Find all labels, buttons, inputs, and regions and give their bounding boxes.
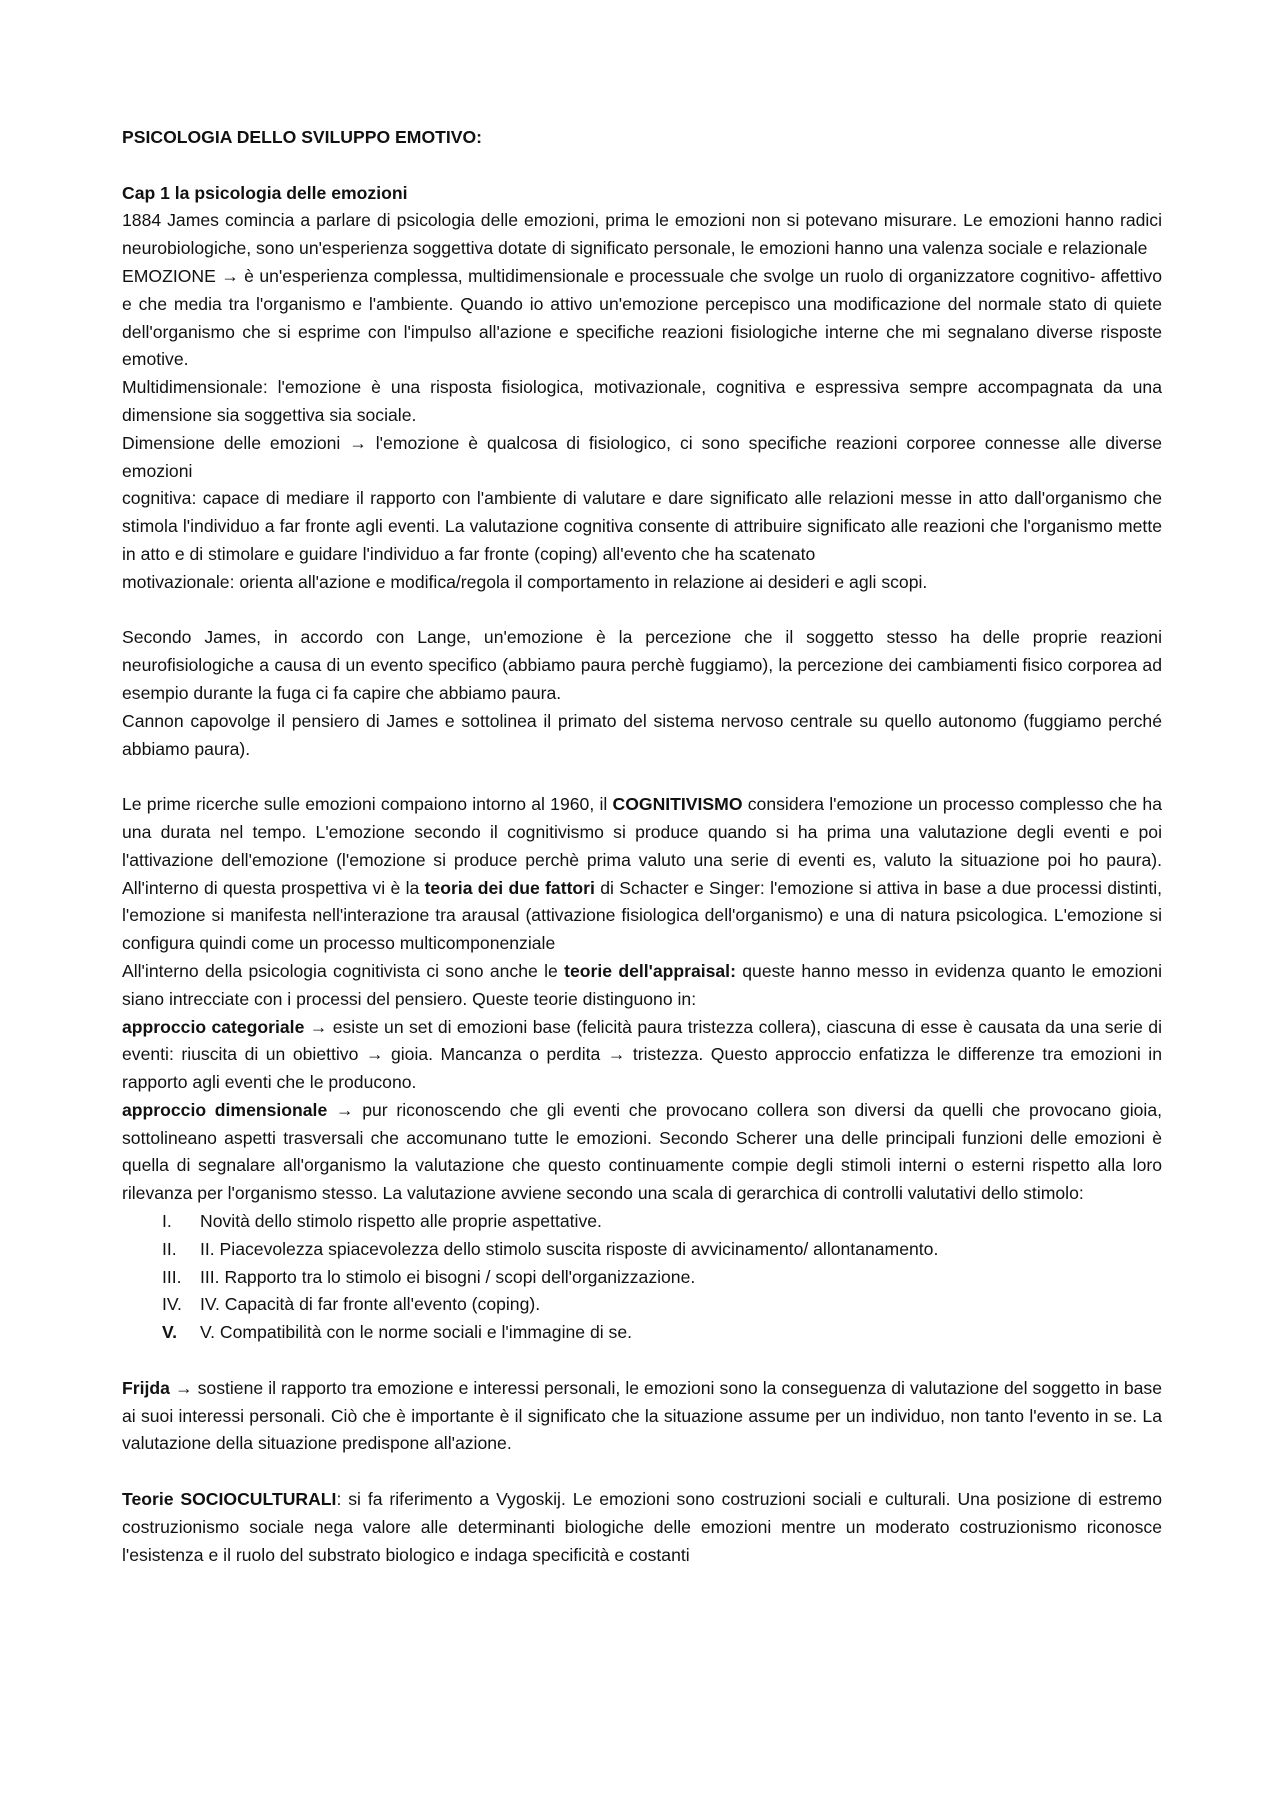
paragraph-emozione-definition: EMOZIONE → è un'esperienza complessa, multidimensionale e processuale che svolge un ruolo di organizzatore cognitivo- affettivo e che media tra l'organismo e l'ambiente. Quando io attivo un'emozione percepisco una modificazione del normale stato di quiete dell'organismo che si esprime con l'impulso all'azione e specifiche reazioni fisiologiche interne che mi segnalano diverse risposte emotive. [122, 265, 1162, 370]
paragraph-approccio-dimensionale [122, 1097, 1162, 1208]
bold-term-frijda: Frijda [122, 1377, 170, 1398]
list-number: II. [162, 1238, 177, 1259]
paragraph-cognitivismo [122, 791, 1162, 958]
list-text: Novità dello stimolo rispetto alle proprie aspettative. [200, 1211, 602, 1232]
text-span: : si fa riferimento a Vygoskij. Le emozioni sono costruzioni sociali e culturali. Una posizione di estremo costruzionismo sociale nega valore alle determinanti biologiche delle emozioni mentre un moderato costruzionismo riconosce l'esistenza e il ruolo del substrato biologico e indaga specificità e costanti [122, 1489, 1162, 1565]
text-span: considera l'emozione un processo complesso che ha una durata nel tempo. L'emozione secondo il cognitivismo si produce quando si ha prima una valutazione degli eventi e poi l'attivazione dell'emozione (l'emozione si produce perchè prima valuto una serie di eventi es, valuto la situazione poi ho paura). All'interno di questa prospettiva vi è la [122, 794, 1162, 898]
list-item [122, 1319, 1162, 1347]
bold-term-dimensionale: approccio dimensionale → [122, 1099, 354, 1120]
paragraph-cognitiva: cognitiva: capace di mediare il rapporto con l'ambiente di valutare e dare significato alle relazioni messe in atto dall'organismo che stimola l'individuo a far fronte agli eventi. La valutazione cognitiva consente di attribuire significato alle reazioni che l'organismo mette in atto e di stimolare e guidare l'individuo a far fronte (coping) all'evento che ha scatenato [122, 488, 1162, 564]
list-item [122, 1208, 1162, 1236]
spacer [122, 597, 1162, 625]
text-span: queste hanno messo in evidenza quanto le emozioni siano intrecciate con i processi del pensiero. Queste teorie distinguono in: [122, 960, 1162, 1009]
list-number: V. [162, 1322, 178, 1343]
spacer [122, 763, 1162, 791]
list-number: I. [162, 1211, 172, 1232]
bold-term-appraisal: teorie dell'appraisal: [564, 960, 736, 981]
document-page [122, 124, 1162, 1569]
bold-term-cognitivismo: COGNITIVISMO [612, 794, 743, 815]
chapter-heading: Cap 1 la psicologia delle emozioni [122, 182, 408, 203]
spacer [122, 1458, 1162, 1486]
list-text: IV. Capacità di far fronte all'evento (coping). [200, 1294, 541, 1315]
text-span: All'interno della psicologia cognitivista ci sono anche le [122, 960, 565, 981]
bold-term-socioculturali: Teorie SOCIOCULTURALI [122, 1489, 337, 1510]
text-span: → sostiene il rapporto tra emozione e interessi personali, le emozioni sono la conseguenza di valutazione del soggetto in base ai suoi interessi personali. Ciò che è importante è il significato che la situazione assume per un individuo, non tanto l'evento in se. La valutazione della situazione predispone all'azione. [122, 1377, 1162, 1454]
paragraph-james-intro: 1884 James comincia a parlare di psicologia delle emozioni, prima le emozioni non si potevano misurare. Le emozioni hanno radici neurobiologiche, sono un'esperienza soggettiva dotate di significato personale, le emozioni hanno una valenza sociale e relazionale [122, 210, 1162, 259]
text-span: pur riconoscendo che gli eventi che provocano collera son diversi da quelli che provocano gioia, sottolineano aspetti trasversali che accomunano tutte le emozioni. Secondo Scherer una delle principali funzioni delle emozioni è quella di segnalare all'organismo la valutazione che questo continuamente compie degli stimoli interni o esterni rispetto alla loro rilevanza per l'organismo stesso. La valutazione avviene secondo una scala di gerarchica di controlli valutativi dello stimolo: [122, 1099, 1162, 1204]
list-text: II. Piacevolezza spiacevolezza dello stimolo suscita risposte di avvicinamento/ allontanamento. [200, 1238, 939, 1259]
paragraph-dimensione: Dimensione delle emozioni → l'emozione è qualcosa di fisiologico, ci sono specifiche reazioni corporee connesse alle diverse emozioni [122, 432, 1162, 481]
spacer [122, 1347, 1162, 1375]
text-span: esiste un set di emozioni base (felicità paura tristezza collera), ciascuna di esse è causata da una serie di eventi: riuscita di un obiettivo → gioia. Mancanza o perdita → tristezza. Questo approccio enfatizza le differenze tra emozioni in rapporto agli eventi che le producono. [122, 1016, 1162, 1093]
bold-term-categoriale: approccio categoriale → [122, 1016, 328, 1037]
paragraph-approccio-categoriale [122, 1014, 1162, 1097]
list-number: III. [162, 1266, 182, 1287]
paragraph-james-lange: Secondo James, in accordo con Lange, un'emozione è la percezione che il soggetto stesso ha delle proprie reazioni neurofisiologiche a causa di un evento specifico (abbiamo paura perchè fuggiamo), la percezione dei cambiamenti fisico corporea ad esempio durante la fuga ci fa capire che abbiamo paura. [122, 627, 1162, 703]
text-span: Le prime ricerche sulle emozioni compaiono intorno al 1960, il [122, 794, 613, 815]
text-span: di Schacter e Singer: l'emozione si attiva in base a due processi distinti, l'emozione si manifesta nell'interazione tra arausal (attivazione fisiologica dell'organismo) e una di natura psicologica. L'emozione si configura quindi come un processo multicomponenziale [122, 877, 1163, 954]
list-number: IV. [162, 1294, 182, 1315]
paragraph-socioculturali [122, 1486, 1162, 1569]
paragraph-motivazionale: motivazionale: orienta all'azione e modifica/regola il comportamento in relazione ai desideri e agli scopi. [122, 571, 928, 592]
list-text: V. Compatibilità con le norme sociali e l'immagine di se. [200, 1322, 632, 1343]
stimulus-check-list [122, 1208, 1162, 1347]
list-item [122, 1291, 1162, 1319]
paragraph-multidimensionale: Multidimensionale: l'emozione è una risposta fisiologica, motivazionale, cognitiva e espressiva sempre accompagnata da una dimensione sia soggettiva sia sociale. [122, 377, 1162, 425]
paragraph-cannon: Cannon capovolge il pensiero di James e sottolinea il primato del sistema nervoso centrale su quello autonomo (fuggiamo perché abbiamo paura). [122, 710, 1162, 759]
bold-term-due-fattori: teoria dei due fattori [424, 877, 595, 898]
list-item [122, 1236, 1162, 1264]
list-item [122, 1264, 1162, 1292]
paragraph-appraisal [122, 958, 1162, 1014]
paragraph-frijda [122, 1375, 1162, 1458]
list-text: III. Rapporto tra lo stimolo ei bisogni / scopi dell'organizzazione. [200, 1266, 696, 1287]
spacer [122, 152, 1162, 180]
document-title: PSICOLOGIA DELLO SVILUPPO EMOTIVO: [122, 127, 483, 147]
